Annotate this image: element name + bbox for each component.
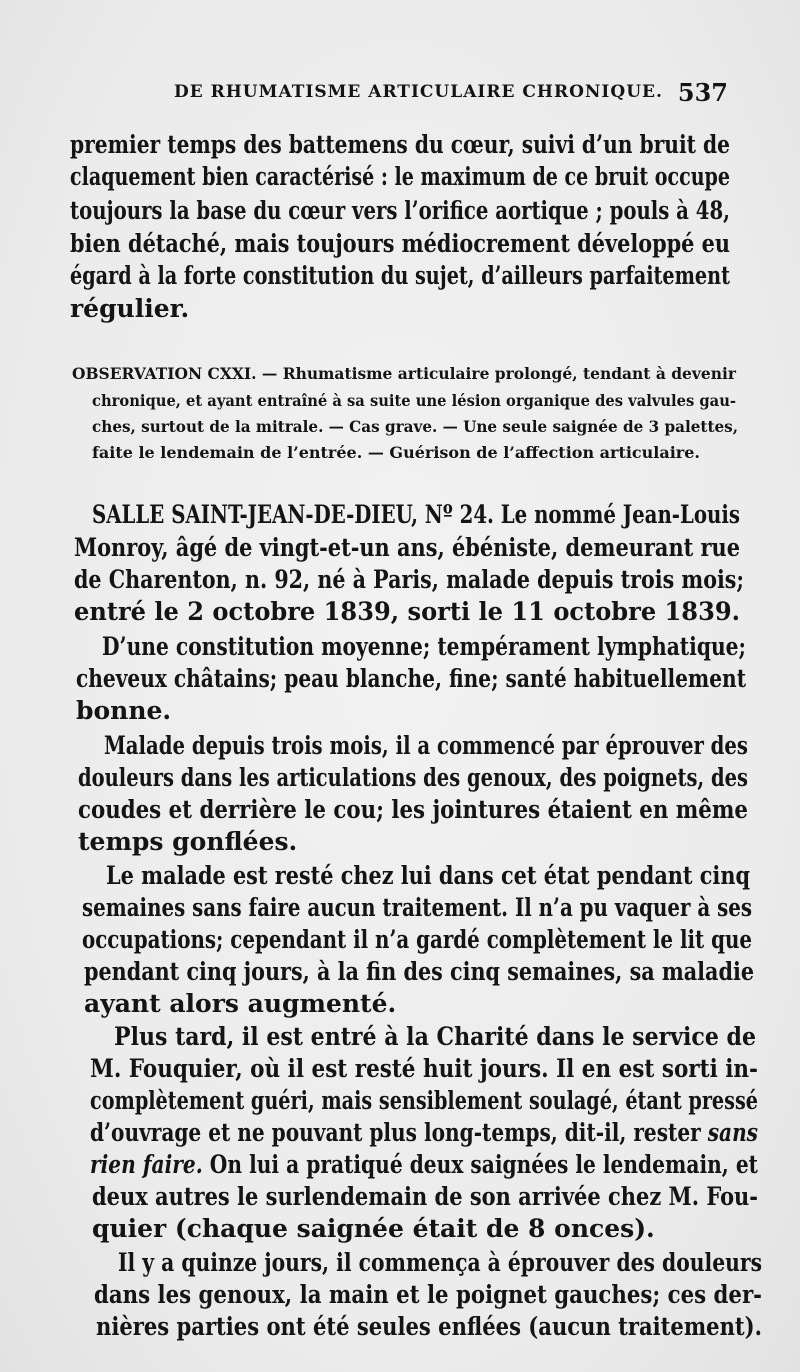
text-line: de Charenton, n. 92, né à Paris, malade depuis trois mois; [74,565,744,594]
text-line: semaines sans faire aucun traitement. Il n’a pu vaquer à ses [82,893,752,922]
text-line: dans les genoux, la main et le poignet gauches; ces der- [94,1280,762,1309]
text-line: entré le 2 octobre 1839, sorti le 11 octobre 1839. [74,597,740,626]
text-line: deux autres le surlendemain de son arrivée chez M. Fou- [92,1182,758,1211]
text-line: SALLE SAINT-JEAN-DE-DIEU, Nº 24. Le nommé Jean-Louis [92,500,740,529]
running-head [70,78,730,112]
observation-line: faite le lendemain de l’entrée. — Guérison de l’affection articulaire. [92,443,700,462]
text-run: d’ouvrage et ne pouvant plus long-temps, dit-il, rester [90,1118,701,1147]
observation-line: chronique, et ayant entraîné à sa suite une lésion organique des valvules gau- [92,391,736,410]
text-line: Le malade est resté chez lui dans cet état pendant cinq [106,861,750,890]
text-line: complètement guéri, mais sensiblement soulagé, étant pressé [90,1086,758,1115]
text-line: Monroy, âgé de vingt-et-un ans, ébéniste, demeurant rue [74,533,740,562]
text-line: bonne. [76,696,172,725]
text-run: On lui a pratiqué deux saignées le lendemain, et [209,1150,758,1179]
observation-heading: OBSERVATION CXXI. — Rhumatisme articulaire prolongé, tendant à devenir [72,364,736,383]
text-line: égard à la forte constitution du sujet, d’ailleurs parfaitement [70,261,730,290]
text-line: occupations; cependant il n’a gardé complètement le lit que [82,925,752,954]
text-line: cheveux châtains; peau blanche, fine; santé habituellement [76,664,746,693]
text-line: premier temps des battemens du cœur, suivi d’un bruit de [70,130,730,159]
text-line: Plus tard, il est entré à la Charité dans le service de [114,1022,756,1051]
italic-run: rien faire. [90,1150,203,1179]
text-line [90,1118,758,1148]
running-title: DE RHUMATISME ARTICULAIRE CHRONIQUE. [174,82,663,102]
text-line: claquement bien caractérisé : le maximum de ce bruit occupe [70,162,730,191]
text-line: ayant alors augmenté. [84,989,397,1018]
text-line: Malade depuis trois mois, il a commencé par éprouver des [104,731,748,760]
text-line: temps gonflées. [78,827,298,856]
text-line: quier (chaque saignée était de 8 onces). [92,1214,655,1243]
text-line: M. Fouquier, où il est resté huit jours. Il en est sorti in- [90,1054,758,1083]
page-number: 537 [677,78,728,107]
text-line: douleurs dans les articulations des genoux, des poignets, des [78,763,748,792]
text-line: pendant cinq jours, à la fin des cinq semaines, sa maladie [84,957,754,986]
text-line: régulier. [70,294,190,323]
text-line: coudes et derrière le cou; les jointures étaient en même [78,795,748,824]
text-line: nières parties ont été seules enflées (aucun traitement). [96,1312,762,1341]
text-line: D’une constitution moyenne; tempérament lymphatique; [102,632,746,661]
italic-run: sans [707,1118,758,1147]
text-line: bien détaché, mais toujours médiocrement développé eu [70,229,730,258]
text-line [90,1150,758,1180]
text-line: Il y a quinze jours, il commença à éprouver des douleurs [118,1248,762,1277]
observation-line: ches, surtout de la mitrale. — Cas grave. — Une seule saignée de 3 palettes, [92,417,738,436]
text-line: toujours la base du cœur vers l’orifice aortique ; pouls à 48, [70,196,730,225]
